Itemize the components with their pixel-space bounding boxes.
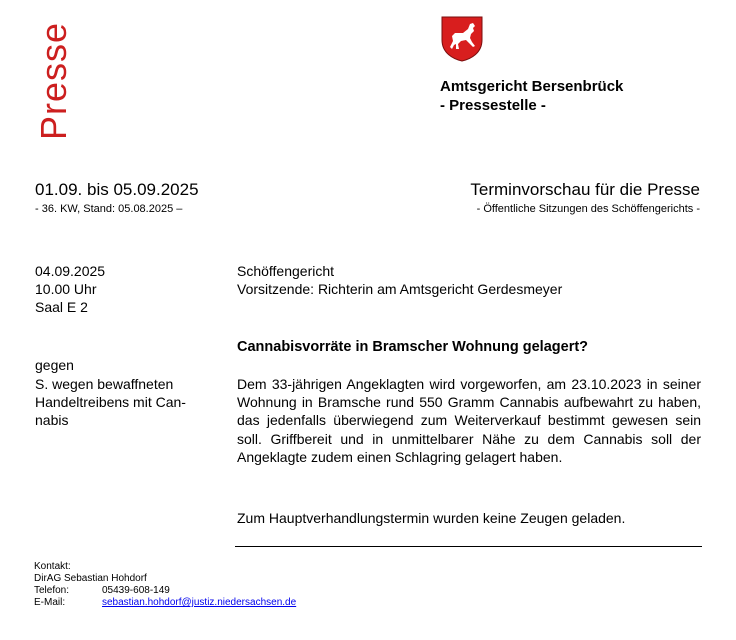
preview-title: Terminvorschau für die Presse	[470, 180, 700, 199]
preview-subtitle: - Öffentliche Sitzungen des Schöffengerichts -	[476, 203, 700, 215]
charge-line: Handeltreibens mit Can-	[35, 394, 186, 410]
against-label: gegen	[35, 357, 74, 373]
week-info: - 36. KW, Stand: 05.08.2025 –	[35, 203, 183, 215]
phone-number: 05439-608-149	[102, 585, 170, 596]
court-type: Schöffengericht	[237, 263, 335, 279]
session-date: 04.09.2025	[35, 263, 106, 279]
lower-saxony-horse-crest-icon	[441, 16, 483, 62]
closing-note: Zum Hauptverhandlungstermin wurden keine Zeugen geladen.	[237, 510, 626, 526]
session-room: Saal E 2	[35, 299, 88, 315]
charge-line: nabis	[35, 412, 69, 428]
contact-label: Kontakt:	[34, 561, 71, 572]
side-label-presse: Presse	[33, 21, 74, 140]
email-link[interactable]: sebastian.hohdorf@justiz.niedersachsen.de	[102, 597, 297, 608]
phone-label: Telefon:	[34, 585, 70, 596]
contact-name: DirAG Sebastian Hohdorf	[34, 573, 147, 584]
email-label: E-Mail:	[34, 597, 66, 608]
charge-line: S. wegen bewaffneten	[35, 376, 174, 392]
court-name: Amtsgericht Bersenbrück	[440, 78, 624, 95]
presiding-judge: Vorsitzende: Richterin am Amtsgericht Gerdesmeyer	[237, 281, 563, 297]
divider	[235, 546, 702, 547]
session-time: 10.00 Uhr	[35, 281, 97, 297]
case-description: Dem 33-jährigen Angeklagten wird vorgeworfen, am 23.10.2023 in seiner Wohnung in Bramsche rund 550 Gramm Cannabis aufbewahrt zu haben, das jedenfalls überwiegend zum Weiterverkauf bestimmt gewesen sein soll. Griffbereit und in unmittelbarer Nähe zu dem Cannabis soll der Angeklagte zudem einen Schlagring gelagert haben.	[237, 376, 701, 465]
date-range: 01.09. bis 05.09.2025	[35, 180, 199, 199]
case-headline: Cannabisvorräte in Bramscher Wohnung gelagert?	[237, 339, 589, 355]
press-office-label: - Pressestelle -	[440, 97, 546, 114]
